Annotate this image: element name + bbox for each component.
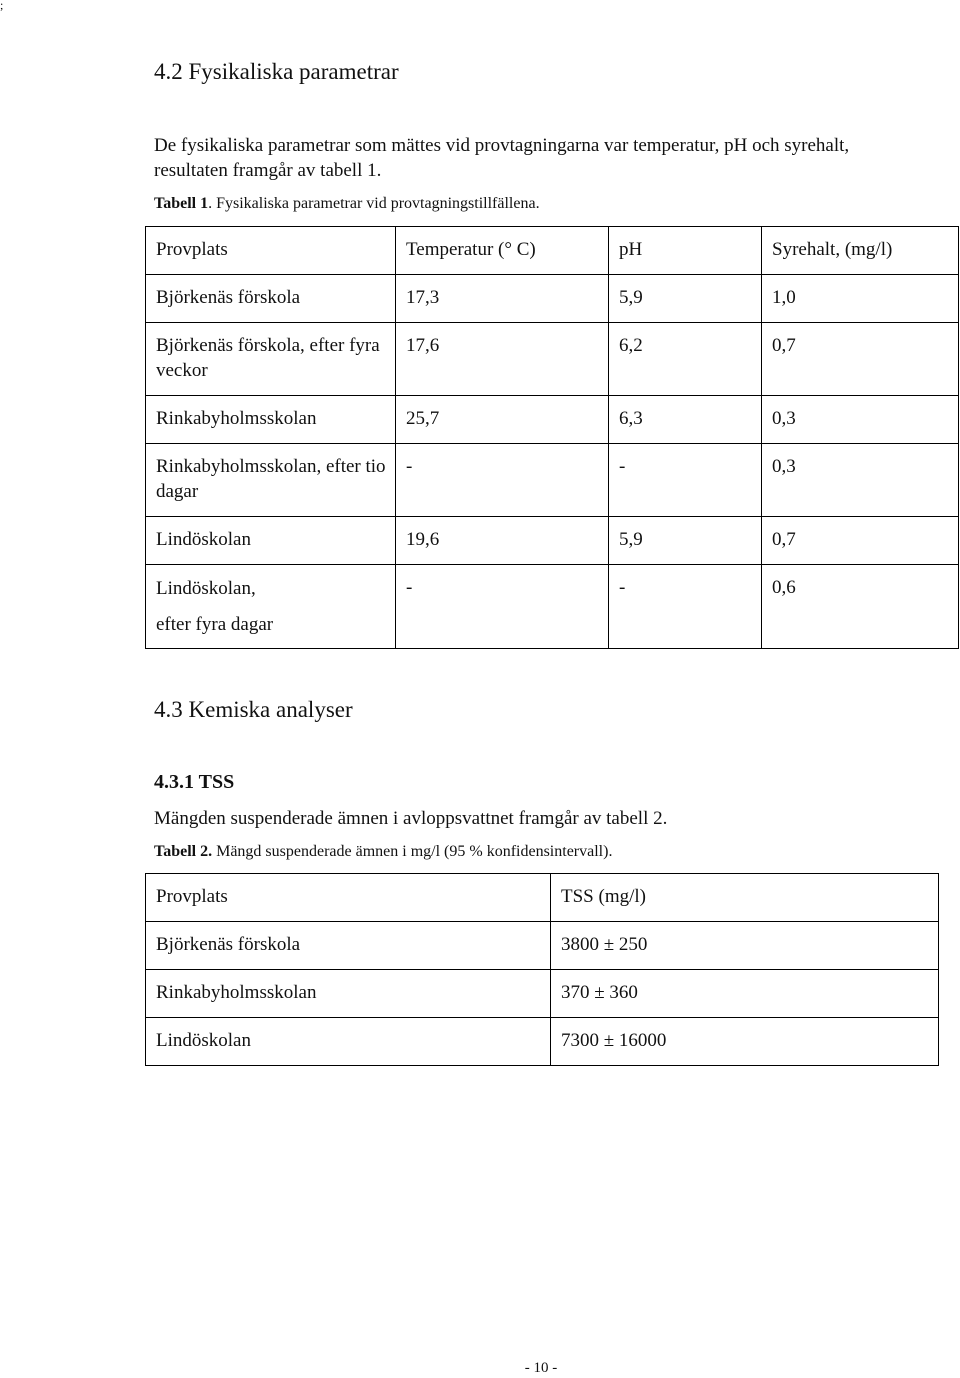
table-row	[146, 970, 939, 1018]
table-cell: Björkenäs förskola	[146, 922, 551, 970]
table-cell: -	[396, 444, 609, 517]
table-cell: Björkenäs förskola, efter fyra veckor	[146, 323, 396, 396]
table-1-header-cell: Syrehalt, (mg/l)	[762, 227, 959, 275]
table-cell: 370 ± 360	[551, 970, 939, 1018]
section-heading-4-2: 4.2 Fysikaliska parametrar	[154, 59, 399, 84]
table-cell-line: efter fyra dagar	[156, 614, 274, 635]
table-1-caption-label: Tabell 1	[154, 195, 209, 212]
table-2-header-cell: Provplats	[146, 874, 551, 922]
table-cell: Björkenäs förskola	[146, 275, 396, 323]
table-cell: 5,9	[609, 275, 762, 323]
table-row	[146, 565, 959, 649]
table-row	[146, 396, 959, 444]
table-cell: 5,9	[609, 517, 762, 565]
section-4-3-1-intro: Mängden suspenderade ämnen i avloppsvattnet framgår av tabell 2.	[154, 808, 668, 829]
table-1-header-cell: Temperatur (° C)	[396, 227, 609, 275]
table-2-caption	[154, 842, 612, 862]
table-row	[146, 922, 939, 970]
table-1-header-row	[146, 227, 959, 275]
table-2-header-row	[146, 874, 939, 922]
table-cell-line: Lindöskolan,	[156, 578, 256, 599]
table-row	[146, 323, 959, 396]
table-1	[145, 226, 959, 649]
table-cell: 17,6	[396, 323, 609, 396]
table-cell: 0,7	[762, 517, 959, 565]
table-2-caption-text: Mängd suspenderade ämnen i mg/l (95 % konfidensintervall).	[212, 843, 613, 860]
table-row	[146, 275, 959, 323]
table-cell: 3800 ± 250	[551, 922, 939, 970]
table-row	[146, 444, 959, 517]
subsection-heading-4-3-1: 4.3.1 TSS	[154, 771, 235, 793]
table-cell: Rinkabyholmsskolan	[146, 970, 551, 1018]
table-1-caption	[154, 194, 540, 214]
table-cell: 7300 ± 16000	[551, 1018, 939, 1066]
table-cell: -	[396, 565, 609, 649]
table-cell: Rinkabyholmsskolan, efter tio dagar	[146, 444, 396, 517]
table-1-caption-text: . Fysikaliska parametrar vid provtagningstillfällena.	[208, 195, 540, 212]
section-4-2-intro: De fysikaliska parametrar som mättes vid provtagningarna var temperatur, pH och syrehalt, resultaten framgår av tabell 1.	[154, 135, 850, 181]
table-cell	[146, 565, 396, 649]
table-2-caption-label: Tabell 2.	[154, 843, 213, 860]
table-cell: -	[609, 565, 762, 649]
table-cell: 17,3	[396, 275, 609, 323]
table-cell: 19,6	[396, 517, 609, 565]
section-heading-4-3: 4.3 Kemiska analyser	[154, 697, 353, 722]
table-cell: 0,3	[762, 444, 959, 517]
table-row	[146, 1018, 939, 1066]
table-cell: 0,6	[762, 565, 959, 649]
table-cell: 0,7	[762, 323, 959, 396]
table-cell: 0,3	[762, 396, 959, 444]
table-cell: 6,3	[609, 396, 762, 444]
table-cell: 25,7	[396, 396, 609, 444]
table-1-header-cell: Provplats	[146, 227, 396, 275]
table-cell: 1,0	[762, 275, 959, 323]
page-number: - 10 -	[524, 1360, 558, 1376]
table-cell: -	[609, 444, 762, 517]
corner-mark: ;	[0, 0, 4, 12]
table-cell: Rinkabyholmsskolan	[146, 396, 396, 444]
table-1-header-cell: pH	[609, 227, 762, 275]
table-cell: Lindöskolan	[146, 1018, 551, 1066]
table-2-header-cell: TSS (mg/l)	[551, 874, 939, 922]
table-cell: 6,2	[609, 323, 762, 396]
table-2	[145, 873, 939, 1066]
table-row	[146, 517, 959, 565]
table-cell: Lindöskolan	[146, 517, 396, 565]
